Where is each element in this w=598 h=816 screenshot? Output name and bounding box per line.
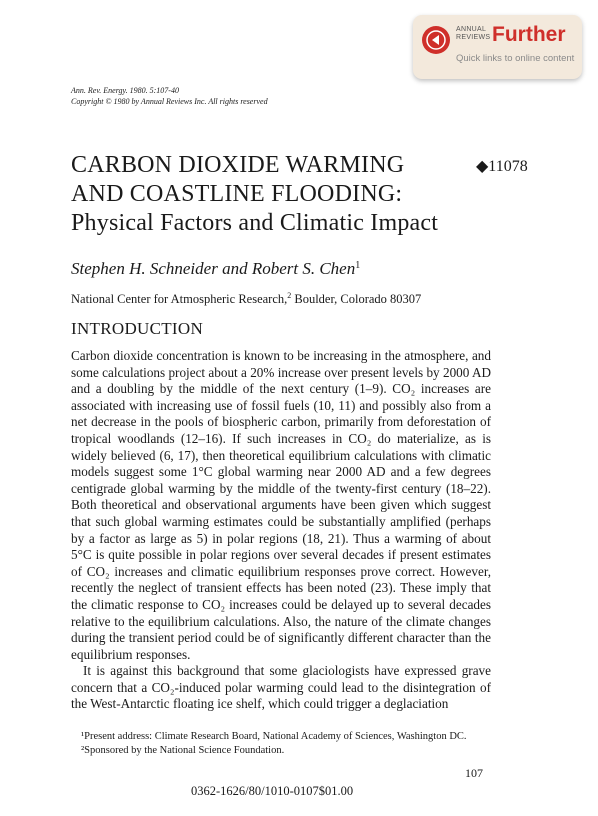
title-line: CARBON DIOXIDE WARMING	[71, 152, 405, 178]
authors: Stephen H. Schneider and Robert S. Chen	[71, 259, 356, 278]
footnotes	[81, 730, 467, 758]
paragraph: It is against this background that some glaciologists have expressed grave concern that a CO₂-induced polar warming could lead to the disintegration of the West-Antarctic floating ice shelf, which could trigger a deglaciation	[71, 663, 491, 712]
journal-citation	[71, 85, 268, 107]
article-title	[71, 151, 438, 238]
authors-line	[71, 259, 360, 279]
footnote: ²Sponsored by the National Science Foundation.	[81, 745, 285, 756]
citation-line: Ann. Rev. Energy. 1980. 5:107-40	[71, 86, 179, 95]
title-line: AND COASTLINE FLOODING:	[71, 181, 403, 207]
body-text	[71, 348, 491, 713]
affiliation-footnote-mark: 2	[287, 291, 292, 300]
section-heading: INTRODUCTION	[71, 319, 204, 338]
copyright-line: Copyright © 1980 by Annual Reviews Inc. All rights reserved	[71, 97, 268, 106]
paragraph: Carbon dioxide concentration is known to be increasing in the atmosphere, and some calculations project about a 20% increase over present levels by 2000 AD and a doubling by the middle of the next century (1–9). CO₂ increases are associated with increasing use of fossil fuels (10, 11) and possibly also from a net decrease in the pools of biospheric carbon, primarily from deforestation of tropical woodlands (12–16). If such increases in CO₂ do materialize, as is widely believed (6, 17), then theoretical equilibrium calculations with climatic models suggest some 1°C global warming near 2000 AD and a few degrees centigrade global warming by the middle of the twenty-first century (18–22). Both theoretical and observational arguments have been given which suggest that such global warming estimates could be substantially amplified (perhaps by a factor as large as 5) in polar regions (18, 21). Thus a warming of about 5°C is quite possible in polar regions over several decades if present estimates of CO₂ increases and climatic equilibrium responses prove correct. However, recently the neglect of transient effects has been noted (23). These imply that the climatic response to CO₂ increases could be delayed up to several decades relative to the equilibrium calculations. Also, the nature of the climate changes during the transient period could be of significantly different character than the equilibrium responses.	[71, 348, 491, 662]
page-number: 107	[465, 766, 483, 780]
article-number: ◆11078	[476, 158, 528, 175]
affiliation: National Center for Atmospheric Research,$^2$ Boulder, Colorado 80307	[71, 291, 422, 307]
title-line: Physical Factors and Climatic Impact	[71, 210, 439, 236]
annual-reviews-label: ANNUAL REVIEWS	[456, 26, 491, 41]
footnote: ¹Present address: Climate Research Board, National Academy of Sciences, Washington DC.	[81, 731, 467, 742]
author-footnote-mark: 1	[355, 260, 361, 271]
quick-links-text: Quick links to online content	[456, 53, 575, 64]
play-arrow-icon	[422, 26, 450, 54]
annual-reviews-further-banner[interactable]	[413, 15, 582, 79]
further-brand: Further	[492, 23, 566, 46]
article-code: 0362-1626/80/1010-0107$01.00	[191, 784, 354, 798]
